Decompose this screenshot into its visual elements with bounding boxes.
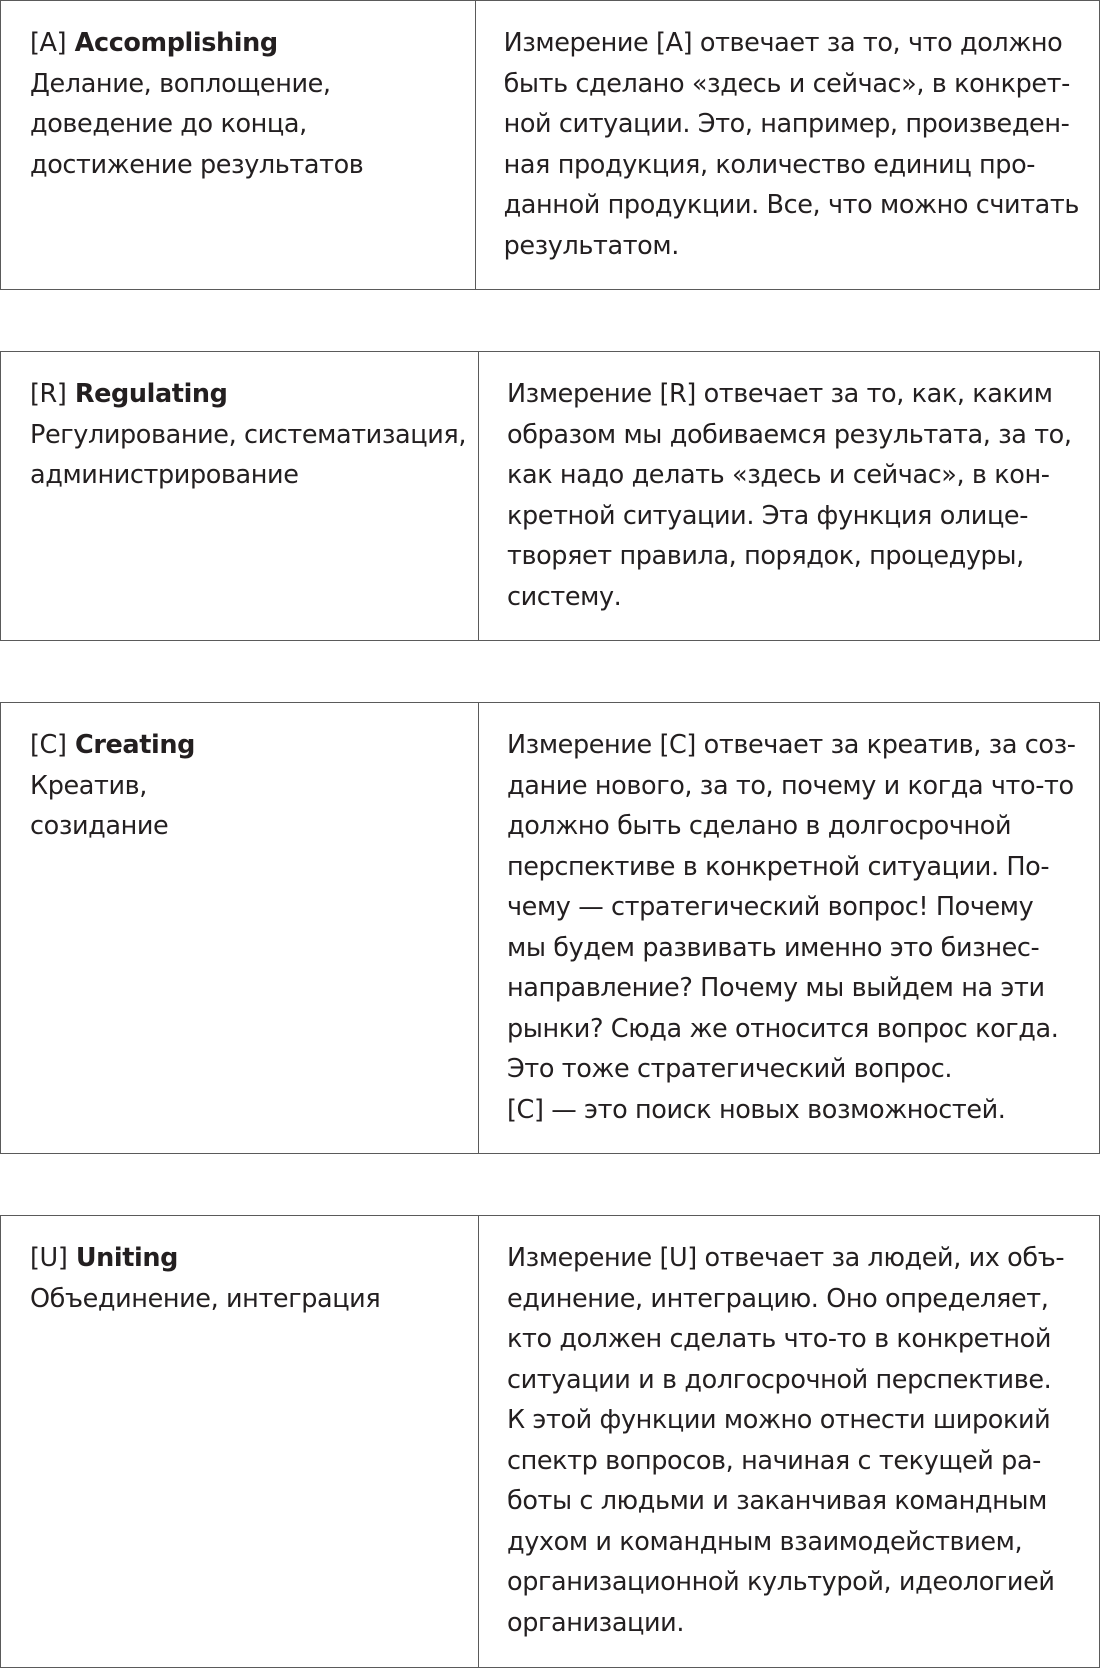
function-description-line: как надо делать «здесь и сейчас», в кон-	[507, 460, 1050, 490]
function-description-line: ная продукция, количество единиц про-	[503, 149, 1036, 180]
function-description-line: Измерение [U] отвечает за людей, их объ-	[507, 1243, 1065, 1273]
function-description-line: дание нового, за то, почему и когда что-то	[507, 770, 1074, 801]
function-title	[30, 374, 478, 415]
function-subtitle-line: Регулирование, систематизация,	[30, 419, 467, 450]
function-subtitle-line: администрирование	[30, 460, 299, 490]
function-card-accomplishing	[0, 0, 1100, 290]
function-description-line: перспективе в конкретной ситуации. По-	[507, 851, 1050, 882]
function-description-cell	[479, 352, 1099, 640]
function-subtitle-line: Креатив,	[30, 770, 147, 801]
function-card-creating	[0, 702, 1100, 1154]
function-description-line: чему — стратегический вопрос! Почему	[507, 892, 1034, 922]
function-code: [U]	[30, 1243, 68, 1273]
function-description-line: единение, интеграцию. Оно определяет,	[507, 1283, 1049, 1314]
function-description-line: ситуации и в долгосрочной перспективе.	[507, 1364, 1052, 1395]
function-description-line: кретной ситуации. Эта функция олице-	[507, 500, 1029, 531]
function-name: Accomplishing	[74, 28, 278, 58]
function-name: Creating	[75, 730, 195, 760]
function-code: [R]	[30, 379, 67, 409]
function-description-line: духом и командным взаимодействием,	[507, 1526, 1023, 1557]
function-description-line: результатом.	[503, 230, 679, 261]
function-description-line: творяет правила, порядок, процедуры,	[507, 541, 1024, 571]
function-description-line: организации.	[507, 1607, 685, 1638]
function-code: [A]	[30, 28, 67, 58]
function-title	[30, 1238, 478, 1279]
function-name-cell	[1, 703, 479, 1153]
function-description-line: мы будем развивать именно это бизнес-	[507, 932, 1040, 963]
function-subtitle-line: Объединение, интеграция	[30, 1283, 381, 1314]
function-description-line: должно быть сделано в долгосрочной	[507, 811, 1012, 841]
function-name: Regulating	[74, 379, 228, 409]
function-code: [C]	[30, 730, 67, 760]
function-description-line: организационной культурой, идеологией	[507, 1567, 1055, 1597]
function-description-line: образом мы добиваемся результата, за то,	[507, 419, 1072, 450]
function-subtitle-line: доведение до конца,	[30, 109, 307, 139]
function-description-line: Измерение [R] отвечает за то, как, каким	[507, 379, 1053, 409]
function-description-line: спектр вопросов, начиная с текущей ра-	[507, 1445, 1041, 1476]
function-description-cell	[476, 1, 1099, 289]
function-description-line: данной продукции. Все, что можно считать	[503, 190, 1079, 220]
function-subtitle-line: Делание, воплощение,	[30, 68, 331, 99]
function-description-cell	[479, 703, 1099, 1153]
function-subtitle-line: созидание	[30, 811, 169, 841]
function-title	[30, 725, 478, 766]
function-description-line: систему.	[507, 581, 622, 612]
function-description-line: кто должен сделать что-то в конкретной	[507, 1324, 1052, 1354]
function-description-line: рынки? Сюда же относится вопрос когда.	[507, 1013, 1059, 1044]
function-description-cell	[479, 1216, 1099, 1667]
function-description-line: [C] — это поиск новых возможностей.	[507, 1094, 1006, 1125]
function-title	[30, 23, 475, 64]
function-card-regulating	[0, 351, 1100, 641]
function-description-line: боты с людьми и заканчивая командным	[507, 1486, 1048, 1516]
function-name-cell	[1, 1216, 479, 1667]
function-card-uniting	[0, 1215, 1100, 1668]
function-name-cell	[1, 1, 476, 289]
function-description-line: направление? Почему мы выйдем на эти	[507, 973, 1045, 1003]
function-description-line: ной ситуации. Это, например, произведен-	[503, 109, 1070, 139]
function-description-line: К этой функции можно отнести широкий	[507, 1405, 1051, 1435]
function-subtitle-line: достижение результатов	[30, 149, 364, 180]
function-name-cell	[1, 352, 479, 640]
function-name: Uniting	[75, 1243, 178, 1273]
function-description-line: Измерение [A] отвечает за то, что должно	[503, 28, 1063, 58]
function-description-line: быть сделано «здесь и сейчас», в конкрет-	[503, 68, 1070, 99]
function-description-line: Измерение [C] отвечает за креатив, за соз-	[507, 730, 1076, 760]
function-description-line: Это тоже стратегический вопрос.	[507, 1054, 953, 1084]
